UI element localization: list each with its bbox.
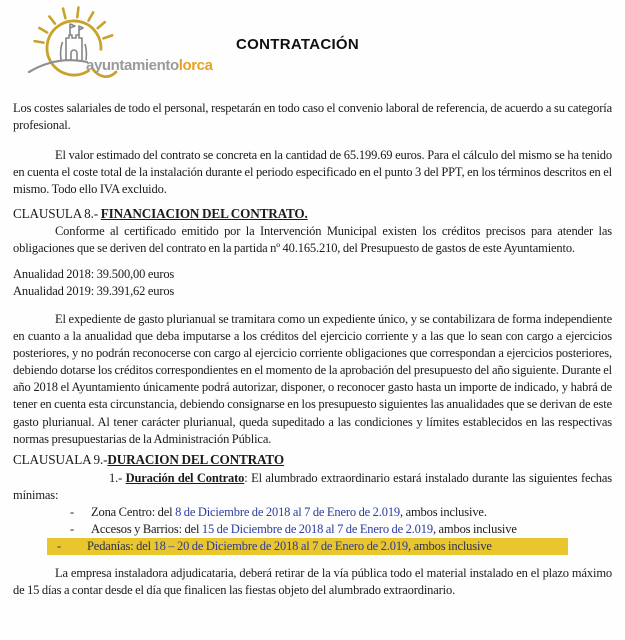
item-1-text: : El alumbrado extraordinario estará instalado durante las siguientes fechas mínimas: [13, 470, 612, 502]
schedule-label: Pedanías: del [87, 539, 154, 554]
annuity-2018: Anualidad 2018: 39.500,00 euros [13, 266, 175, 281]
schedule-dates: 18 – 20 de Diciembre de 2018 al 7 de Enero de 2.019 [153, 539, 409, 554]
sun-castle-logo-icon [16, 2, 120, 88]
schedule-item-zona-centro [13, 504, 612, 521]
clause-9-title: DURACION DEL CONTRATO [107, 451, 284, 467]
page-title: CONTRATACIÓN [236, 36, 360, 53]
clause-9-item-1 [13, 470, 612, 504]
clause-8-heading [13, 205, 612, 222]
header [0, 0, 625, 92]
schedule-suffix: , ambos inclusive [408, 539, 492, 554]
schedule-item-pedanias-highlighted [47, 538, 568, 555]
clause-8-prefix: CLAUSULA 8.- [13, 206, 101, 222]
schedule-label: Zona Centro: del [91, 504, 176, 519]
dash-bullet: - [70, 504, 75, 519]
clause-9-prefix: CLAUSUALA 9.- [13, 451, 108, 467]
paragraph-estimated-value: El valor estimado del contrato se concreta en la cantidad de 65.199.69 euros. Para el cálculo del mismo se ha tenido en cuenta el coste total de la instalación durante el periodo especificado en el punto 3 del PPT, en los términos descritos en el mismo. Todo ello IVA excluido. [13, 148, 612, 197]
item-1-duration-label: Duración del Contrato [125, 470, 245, 485]
schedule-suffix: , ambos inclusive [432, 522, 517, 537]
schedule-dates: 15 de Diciembre de 2018 al 7 de Enero de 2.019 [201, 522, 433, 537]
dash-bullet: - [70, 522, 75, 537]
clause-8-title: FINANCIACION DEL CONTRATO. [100, 206, 308, 222]
closing-paragraph: La empresa instaladora adjudicataria, deberá retirar de la vía pública todo el material instalado en el plazo máximo de 15 días a contar desde el día que finalicen las fiestas objeto del alumbrado extraordinario. [13, 566, 612, 598]
annuity-2019: Anualidad 2019: 39.391,62 euros [13, 283, 175, 298]
logo-wordmark [86, 57, 213, 74]
clause-9-heading [13, 451, 612, 468]
schedule-list [13, 504, 612, 555]
schedule-dates: 8 de Diciembre de 2018 al 7 de Enero de 2.019 [175, 504, 401, 519]
logo-text-lorca: lorca [178, 57, 213, 74]
schedule-label: Accesos y Barrios: del [91, 522, 202, 537]
clause-8-body: Conforme al certificado emitido por la Intervención Municipal existen los créditos precisos para atender las obligaciones que se deriven del contrato en la partida nº 40.165.210, del Presupuesto de gastos de este Ayuntamiento. [13, 223, 612, 255]
clause-8-plurianual-paragraph: El expediente de gasto plurianual se tramitara como un expediente único, y se contabilizara de forma independiente en cuanto a la anualidad que deba imputarse a los créditos del ejercicio corriente y a las que lo sean con cargo a ejercicios posteriores, y no podrán reconocerse con cargo al ejercicio corriente obligaciones que correspondan a ejercicios posteriores, debiendo dotarse los créditos correspondientes en el momento de la aprobación del presupuesto del año siguiente. Durante el año 2018 el Ayuntamiento únicamente podrá autorizar, disponer, o reconocer gasto hasta un importe de indicado, y habrá de tener en cuenta esta circunstancia, debiendo consignarse en los presupuesto siguientes las anualidades que se derivan de este gasto plurianual. Al tener carácter plurianual, queda supeditado a las condiciones y límites establecidos en las respectivas normas presupuestarias de la Administración Pública. [13, 311, 612, 446]
item-1-number: 1.- [109, 470, 126, 485]
paragraph-salary-costs: Los costes salariales de todo el personal, respetarán en todo caso el convenio laboral de referencia, de acuerdo a su categoría profesional. [13, 101, 612, 133]
logo-text-ayuntamiento: ayuntamiento [86, 57, 179, 74]
schedule-suffix: , ambos inclusive. [400, 504, 487, 519]
schedule-item-accesos-barrios [13, 521, 612, 538]
dash-bullet: - [57, 539, 62, 554]
